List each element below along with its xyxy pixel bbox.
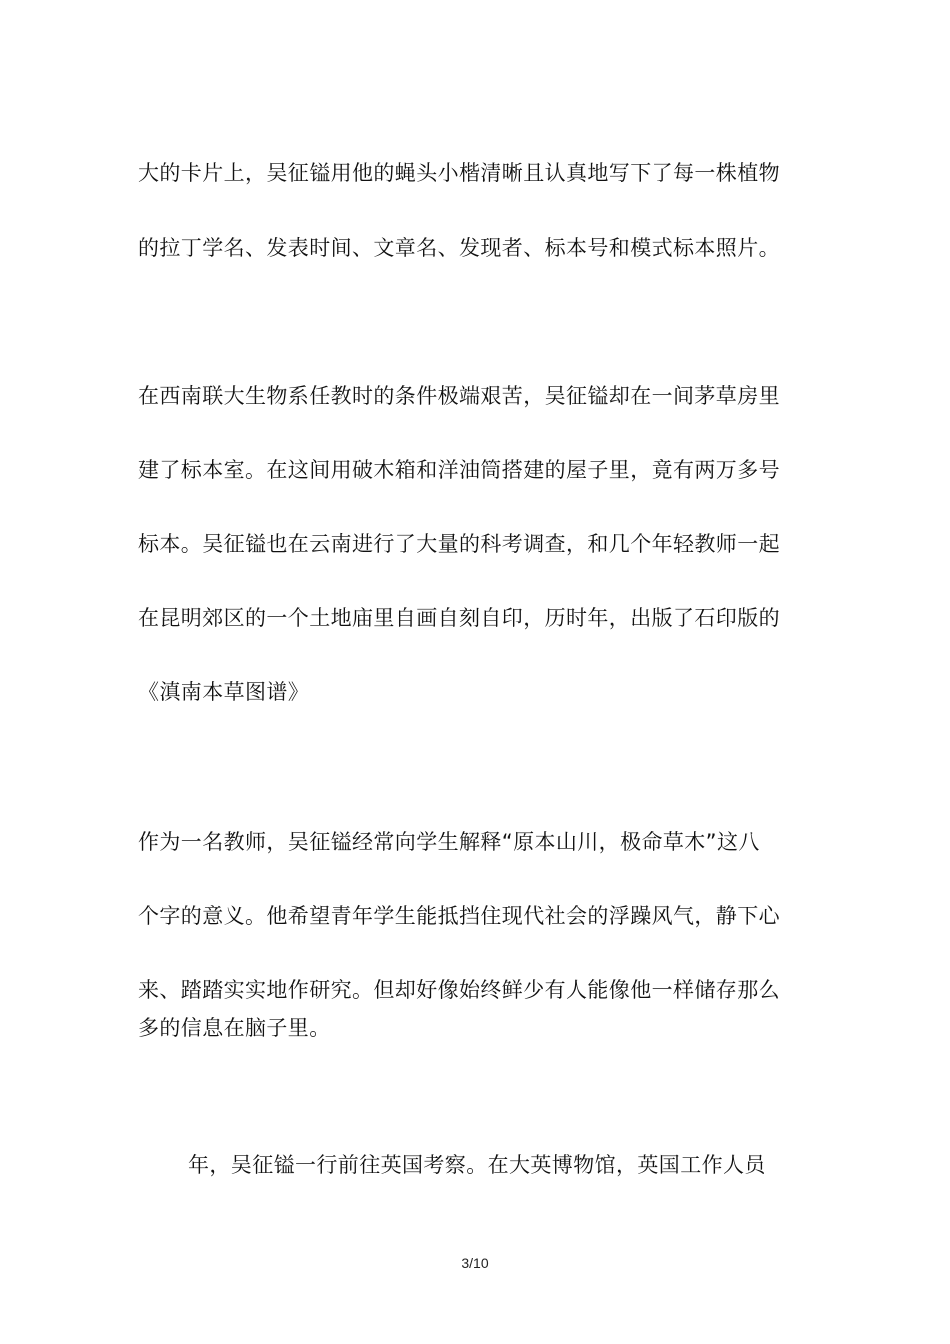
paragraph-2-line-2: 建了标本室。在这间用破木箱和洋油筒搭建的屋子里，竟有两万多号	[138, 458, 780, 482]
paragraph-3-line-2: 个字的意义。他希望青年学生能抵挡住现代社会的浮躁风气，静下心	[138, 904, 780, 928]
page-number: 3/10	[461, 1255, 489, 1271]
paragraph-2-line-3: 标本。吴征镒也在云南进行了大量的科考调查，和几个年轻教师一起	[138, 532, 780, 556]
paragraph-3-line-1: 作为一名教师，吴征镒经常向学生解释“原本山川，极命草木”这八	[138, 830, 760, 854]
paragraph-4-line-1: 年，吴征镒一行前往英国考察。在大英博物馆，英国工作人员	[188, 1153, 766, 1177]
paragraph-3-line-4: 多的信息在脑子里。	[138, 1016, 331, 1040]
paragraph-2-line-1: 在西南联大生物系任教时的条件极端艰苦，吴征镒却在一间茅草房里	[138, 384, 780, 408]
paragraph-1-line-2: 的拉丁学名、发表时间、文章名、发现者、标本号和模式标本照片。	[138, 236, 780, 260]
paragraph-3-line-3: 来、踏踏实实地作研究。但却好像始终鲜少有人能像他一样储存那么	[138, 978, 780, 1002]
paragraph-2-line-5: 《滇南本草图谱》	[138, 680, 310, 704]
paragraph-1-line-1: 大的卡片上，吴征镒用他的蝇头小楷清晰且认真地写下了每一株植物	[138, 161, 780, 185]
paragraph-2-line-4: 在昆明郊区的一个土地庙里自画自刻自印，历时年，出版了石印版的	[138, 606, 780, 630]
